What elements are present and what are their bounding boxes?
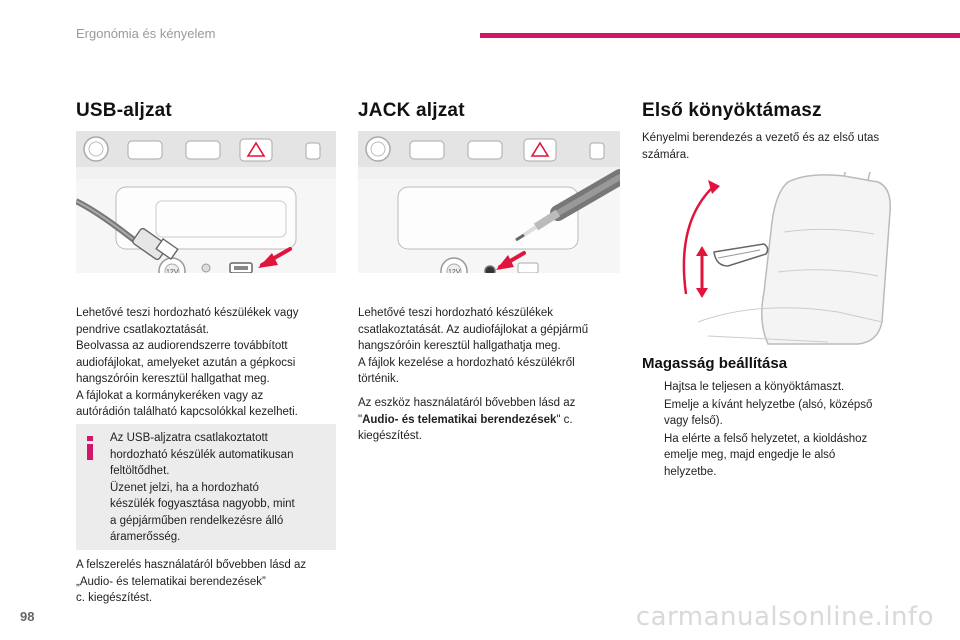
reference-title: Audio- és telematikai berendezések bbox=[362, 413, 557, 426]
usb-title: USB-aljzat bbox=[76, 100, 172, 121]
text-line: hangszóróin keresztül hallgathatja meg. bbox=[358, 340, 561, 352]
height-adjust-section bbox=[642, 355, 912, 372]
text-line: Üzenet jelzi, ha a hordozható bbox=[110, 481, 259, 494]
armrest-intro bbox=[642, 130, 912, 163]
jack-title: JACK aljzat bbox=[358, 100, 465, 121]
text-line: Kényelmi berendezés a vezető és az első utas bbox=[642, 132, 880, 144]
jack-description bbox=[358, 305, 628, 388]
info-box bbox=[76, 424, 336, 550]
text-line: A fájlok kezelése a hordozható készülékről bbox=[358, 356, 575, 369]
usb-description bbox=[76, 305, 340, 421]
armrest-illustration bbox=[668, 172, 900, 348]
text-line: hordozható készülék automatikusan bbox=[110, 448, 294, 461]
usb-footer-note bbox=[76, 557, 340, 607]
text-line: hangszóróin keresztül hallgathat meg. bbox=[76, 373, 270, 385]
list-item bbox=[642, 379, 912, 396]
list-item bbox=[642, 397, 912, 430]
text-line: Beolvassa az audiorendszerre továbbított bbox=[76, 340, 288, 352]
text-line: áramerősség. bbox=[110, 531, 181, 543]
text-line: Emelje a kívánt helyzetbe (alsó, középső bbox=[664, 398, 873, 411]
text-line: Lehetővé teszi hordozható készülékek bbox=[358, 307, 553, 319]
quote-close: " c. bbox=[556, 413, 573, 426]
text-line: Az USB-aljzatra csatlakoztatott bbox=[110, 432, 268, 444]
text-line: készülék fogyasztása nagyobb, mint bbox=[110, 498, 295, 510]
page-number: 98 bbox=[20, 609, 35, 624]
text-line: kiegészítést. bbox=[358, 430, 422, 442]
armrest-section bbox=[642, 100, 906, 126]
watermark: carmanualsonline.info bbox=[635, 602, 934, 632]
text-line: számára. bbox=[642, 148, 690, 161]
text-line: Hajtsa le teljesen a könyöktámaszt. bbox=[664, 381, 845, 393]
usb-section bbox=[76, 100, 340, 126]
text-line: „Audio- és telematikai berendezések” bbox=[76, 575, 266, 588]
usb-socket-label: 12V bbox=[166, 269, 179, 273]
jack-socket-label: 12V bbox=[448, 269, 461, 273]
text-line: Lehetővé teszi hordozható készülékek vagy bbox=[76, 307, 299, 319]
text-line: c. kiegészítést. bbox=[76, 592, 153, 604]
text-line: A felszerelés használatáról bővebben lásd az bbox=[76, 559, 307, 571]
text-line: feltöltődhet. bbox=[110, 465, 170, 477]
text-line: helyzetbe. bbox=[664, 465, 717, 478]
text-line: audiofájlokat, amelyeket azután a gépkocsi bbox=[76, 356, 296, 369]
list-item bbox=[642, 431, 912, 481]
text-line: A fájlokat a kormánykeréken vagy az bbox=[76, 389, 264, 402]
text-line: Az eszköz használatáról bővebben lásd az bbox=[358, 397, 576, 409]
text-line: csatlakoztatását. Az audiofájlokat a gépjármű bbox=[358, 323, 589, 336]
text-line bbox=[358, 412, 628, 429]
text-line: Ha elérte a felső helyzetet, a kioldáshoz bbox=[664, 432, 868, 445]
usb-illustration bbox=[76, 131, 336, 273]
height-adjust-steps bbox=[642, 379, 912, 481]
jack-section bbox=[358, 100, 622, 126]
text-line: történik. bbox=[358, 373, 399, 385]
text-line: pendrive csatlakoztatását. bbox=[76, 323, 209, 336]
jack-reference-note bbox=[358, 395, 628, 445]
text-line: emelje meg, majd engedje le alsó bbox=[664, 449, 836, 461]
header-accent-bar bbox=[480, 33, 960, 38]
text-line: a gépjárműben rendelkezésre álló bbox=[110, 514, 284, 527]
quote-open: " bbox=[358, 413, 363, 426]
section-header: Ergonómia és kényelem bbox=[76, 26, 216, 41]
text-line: vagy felső). bbox=[664, 415, 723, 427]
info-icon bbox=[86, 436, 94, 460]
text-line: autórádión található kapcsolókkal kezelheti. bbox=[76, 406, 298, 418]
info-text bbox=[110, 430, 330, 546]
armrest-title: Első könyöktámasz bbox=[642, 100, 822, 121]
jack-illustration bbox=[358, 131, 620, 273]
height-adjust-title: Magasság beállítása bbox=[642, 355, 788, 372]
